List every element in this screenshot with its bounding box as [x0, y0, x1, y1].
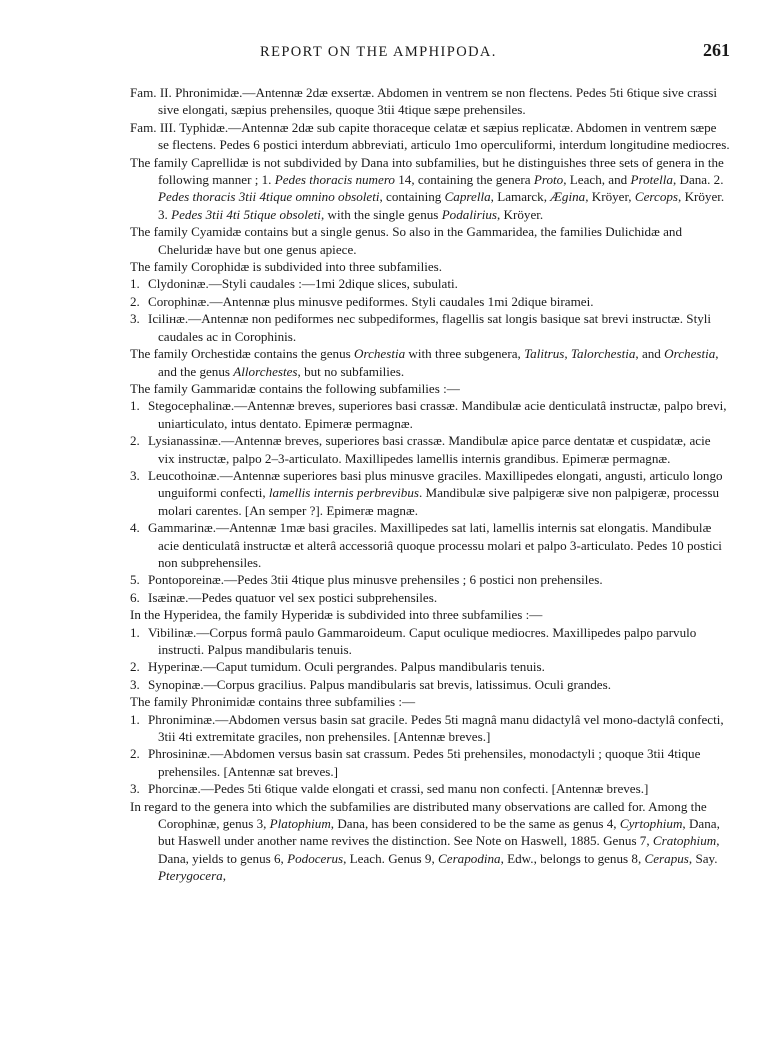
list-item — [130, 571, 730, 588]
italic-term: Cratophium — [652, 833, 717, 849]
text-run: , but no subfamilies. — [297, 363, 405, 379]
text-run: The family Orchestidæ contains the genus — [130, 346, 354, 362]
italic-term: Platophium — [269, 816, 331, 832]
hyperidae-list — [130, 624, 730, 694]
item-text — [148, 590, 437, 605]
italic-term: Protella — [630, 172, 673, 188]
italic-term: Allorchestes — [233, 363, 298, 379]
item-text: Phroniminæ.—Abdomen versus basin sat gracile. Pedes 5ti magnâ manu didactylâ vel mono-dactylâ confecti, 3tii 4ti extremitate graciles, non prehensiles. [Antennæ breves.] — [148, 711, 724, 745]
list-item — [130, 397, 730, 432]
item-number: 3. — [130, 781, 140, 797]
item-text — [148, 433, 711, 465]
item-number: 2. — [130, 433, 140, 449]
italic-term: lamellis internis perbrevibus — [268, 485, 419, 501]
family-2-phronimidae: Fam. II. Phronimidæ.—Antennæ 2dæ exsertæ. Abdomen in ventrem se non flectens. Pedes 5ti 6tique sive crassi sive elongati, sæpius prehensiles, quoque 3tii 4tique sæpe prehensiles. — [130, 85, 717, 118]
item-number: 2. — [130, 746, 140, 762]
text-run: , Dana. 2. — [672, 172, 724, 188]
italic-term: Talorchestia — [570, 346, 636, 362]
list-item — [130, 467, 730, 519]
list-item — [130, 711, 730, 746]
item-number: 1. — [130, 624, 140, 640]
item-text: Corophinæ.—Antennæ plus minusve pediformes. Styli caudales 1mi 2dique biramei. — [148, 293, 594, 309]
item-text: Synopinæ.—Corpus gracilius. Palpus mandibularis sat brevis, latissimus. Oculi grandes. — [148, 676, 611, 692]
item-number: 1. — [130, 711, 140, 727]
item-number: 2. — [130, 293, 140, 309]
list-item — [130, 589, 730, 606]
page-body — [130, 84, 730, 885]
item-text: Hyperinæ.—Caput tumidum. Oculi pergrandes. Palpus mandibularis tenuis. — [148, 659, 545, 675]
italic-term: Cyrtophium — [619, 816, 683, 832]
italic-term: Orchestia — [354, 346, 406, 362]
list-item — [130, 519, 730, 571]
italic-term: Pedes 3tii 4ti 5tique obsoleti — [171, 206, 321, 222]
text-run: , Dana, yields to genus 6, — [158, 833, 720, 866]
italic-term: Podalirius — [441, 206, 497, 222]
item-text — [148, 520, 722, 570]
item-number: 3. — [130, 467, 140, 483]
italic-term: Pterygocera — [158, 868, 223, 884]
text-run: , and the genus — [158, 346, 719, 379]
italic-term: Proto — [533, 172, 564, 188]
item-number: 2. — [130, 659, 140, 675]
item-number: 5. — [130, 572, 140, 588]
italic-term: Cerapus — [644, 850, 689, 866]
text-run: , Say. — [688, 850, 718, 866]
text-run: , with the single genus — [320, 206, 442, 222]
item-text — [148, 572, 603, 587]
text-run: , Lamarck, — [490, 189, 551, 205]
text-run: , — [564, 346, 571, 362]
text-run: , Kröyer, — [585, 189, 635, 205]
text-run: In regard to the genera into which the subfamilies are distributed many observations are called for. Among the Corophinæ, genus 3, — [130, 798, 707, 832]
page-number: 261 — [703, 40, 730, 60]
page-header — [120, 40, 730, 64]
list-item — [130, 624, 730, 659]
italic-term: Caprella — [444, 189, 491, 205]
item-number: 1. — [130, 398, 140, 414]
text-run: , Edw., belongs to genus 8, — [500, 850, 645, 866]
item-number: 1. — [130, 276, 140, 292]
text-run: , and — [635, 346, 665, 362]
item-number: 6. — [130, 589, 140, 605]
text-run: Gammarinæ.—Antennæ 1mæ basi graciles. Maxillipedes sat lati, lamellis internis sat elongatis. Mandibulæ acie denticulatâ instructæ et alterâ accessoriâ quoque processu molari et palpo 3-articulato. Pedes 10 postici non subprehensiles. — [148, 520, 722, 570]
italic-term: Ægina — [550, 189, 586, 205]
text-run: Leucothoinæ.—Antennæ superiores basi plus minusve graciles. Maxillipedes elongati, angusti, articulo longo unguiformi confecti, — [148, 467, 723, 501]
text-run: , Kröyer. 3. — [158, 189, 725, 222]
text-run: . Mandibulæ sive palpigeræ sive non palpigeræ, processu molari carentes. [An semper ?]. Epimeræ magnæ. — [158, 485, 720, 518]
phronimidae-list — [130, 711, 730, 798]
list-item — [130, 293, 730, 310]
corophidae-intro: The family Corophidæ is subdivided into three subfamilies. — [130, 259, 443, 275]
text-run: , Leach, and — [563, 172, 631, 188]
closing-paragraph — [130, 798, 730, 885]
item-text — [148, 468, 723, 518]
italic-term: Pedes thoracis numero — [274, 172, 395, 188]
text-run: , Dana, has been considered to be the same as genus 4, — [330, 816, 620, 832]
italic-term: Orchestia — [664, 346, 716, 362]
text-run: with three subgenera, — [405, 346, 525, 362]
list-item — [130, 780, 730, 797]
italic-term: Cercops — [634, 189, 679, 205]
hyperidae-intro: In the Hyperidea, the family Hyperidæ is subdivided into three subfamilies :— — [130, 607, 543, 623]
list-item — [130, 432, 730, 467]
item-text: Clydoninæ.—Styli caudales :—1mi 2dique slices, subulati. — [148, 276, 458, 292]
text-run: Stegocephalinæ.—Antennæ breves, superiores basi crassæ. Mandibulæ acie denticulatâ instructæ, palpo brevi, uniarticulato, intus dentato. Epimeræ permagnæ. — [148, 398, 727, 431]
text-run: Lysianassinæ.—Antennæ breves, superiores basi crassæ. Mandibulæ apice parce dentatæ et cuspidatæ, acie vix instructæ, palpo 2–3-articulato. Maxillipedes lamellis internis grandibus. Epimeræ permagnæ. — [148, 433, 711, 466]
list-item — [130, 275, 730, 292]
corophidae-list — [130, 275, 730, 345]
item-text: Phrosininæ.—Abdomen versus basin sat crassum. Pedes 5ti prehensiles, monodactyli ; quoque 3tii 4tique prehensiles. [Antennæ sat breves.] — [148, 746, 701, 779]
text-run: The family Caprellidæ is not subdivided by Dana into subfamilies, but he distinguishes three sets of genera in the following manner ; 1. — [130, 154, 724, 188]
family-3-typhidae: Fam. III. Typhidæ.—Antennæ 2dæ sub capite thoraceque celatæ et sæpius replicatæ. Abdomen in ventrem sæpe se flectens. Pedes 6 postici interdum abbreviati, articulo 1mo operculiformi, interdum longitudine mediocres. — [130, 119, 730, 153]
item-number: 3. — [130, 311, 140, 327]
italic-term: Podocerus — [287, 850, 344, 866]
text-run: , Kröyer. — [496, 206, 544, 222]
italic-term: Cerapodina — [438, 850, 501, 866]
text-run: Pontoporeinæ.—Pedes 3tii 4tique plus minusve prehensiles ; 6 postici non prehensiles. — [148, 572, 603, 588]
item-text — [148, 398, 727, 430]
running-head: REPORT ON THE AMPHIPODA. — [260, 44, 497, 60]
italic-term: Talitrus — [524, 346, 565, 362]
list-item — [130, 310, 730, 345]
item-text: Phorcinæ.—Pedes 5ti 6tique valde elongati et crassi, sed manu non confecti. [Antennæ breves.] — [148, 781, 649, 797]
phronimidae-intro: The family Phronimidæ contains three subfamilies :— — [130, 694, 416, 710]
text-run: 14, containing the genera — [394, 172, 534, 188]
text-run: , containing — [379, 189, 445, 205]
cyamidae-paragraph: The family Cyamidæ contains but a single genus. So also in the Gammaridea, the families Dulichidæ and Cheluridæ have but one genus apiece. — [130, 224, 683, 257]
item-text: Vibilinæ.—Corpus formâ paulo Gammaroideum. Caput oculique mediocres. Maxillipedes palpo parvulo instructi. Palpus mandibularis tenuis. — [148, 624, 697, 657]
orchestidae-paragraph — [130, 345, 730, 380]
text-run: , Dana, but Haswell under another name revives the distinction. See Note on Haswell, 1885. Genus 7, — [158, 816, 720, 849]
list-item — [130, 676, 730, 693]
item-number: 4. — [130, 520, 140, 536]
item-number: 3. — [130, 676, 140, 692]
gammaridae-list — [130, 397, 730, 606]
item-text: Iciliнæ.—Antennæ non pediformes nec subpediformes, flagellis sat longis basique sat brevi instructæ. Styli caudales ac in Corophinis. — [148, 311, 712, 344]
text-run: , Leach. Genus 9, — [343, 850, 439, 866]
list-item — [130, 745, 730, 780]
text-run: Isæinæ.—Pedes quatuor vel sex postici subprehensiles. — [148, 589, 438, 605]
list-item — [130, 658, 730, 675]
caprellidae-paragraph — [130, 154, 730, 224]
gammaridae-intro: The family Gammaridæ contains the following subfamilies :— — [130, 380, 460, 396]
italic-term: Pedes thoracis 3tii 4tique omnino obsoleti — [158, 189, 380, 205]
text-run: , — [222, 868, 226, 884]
